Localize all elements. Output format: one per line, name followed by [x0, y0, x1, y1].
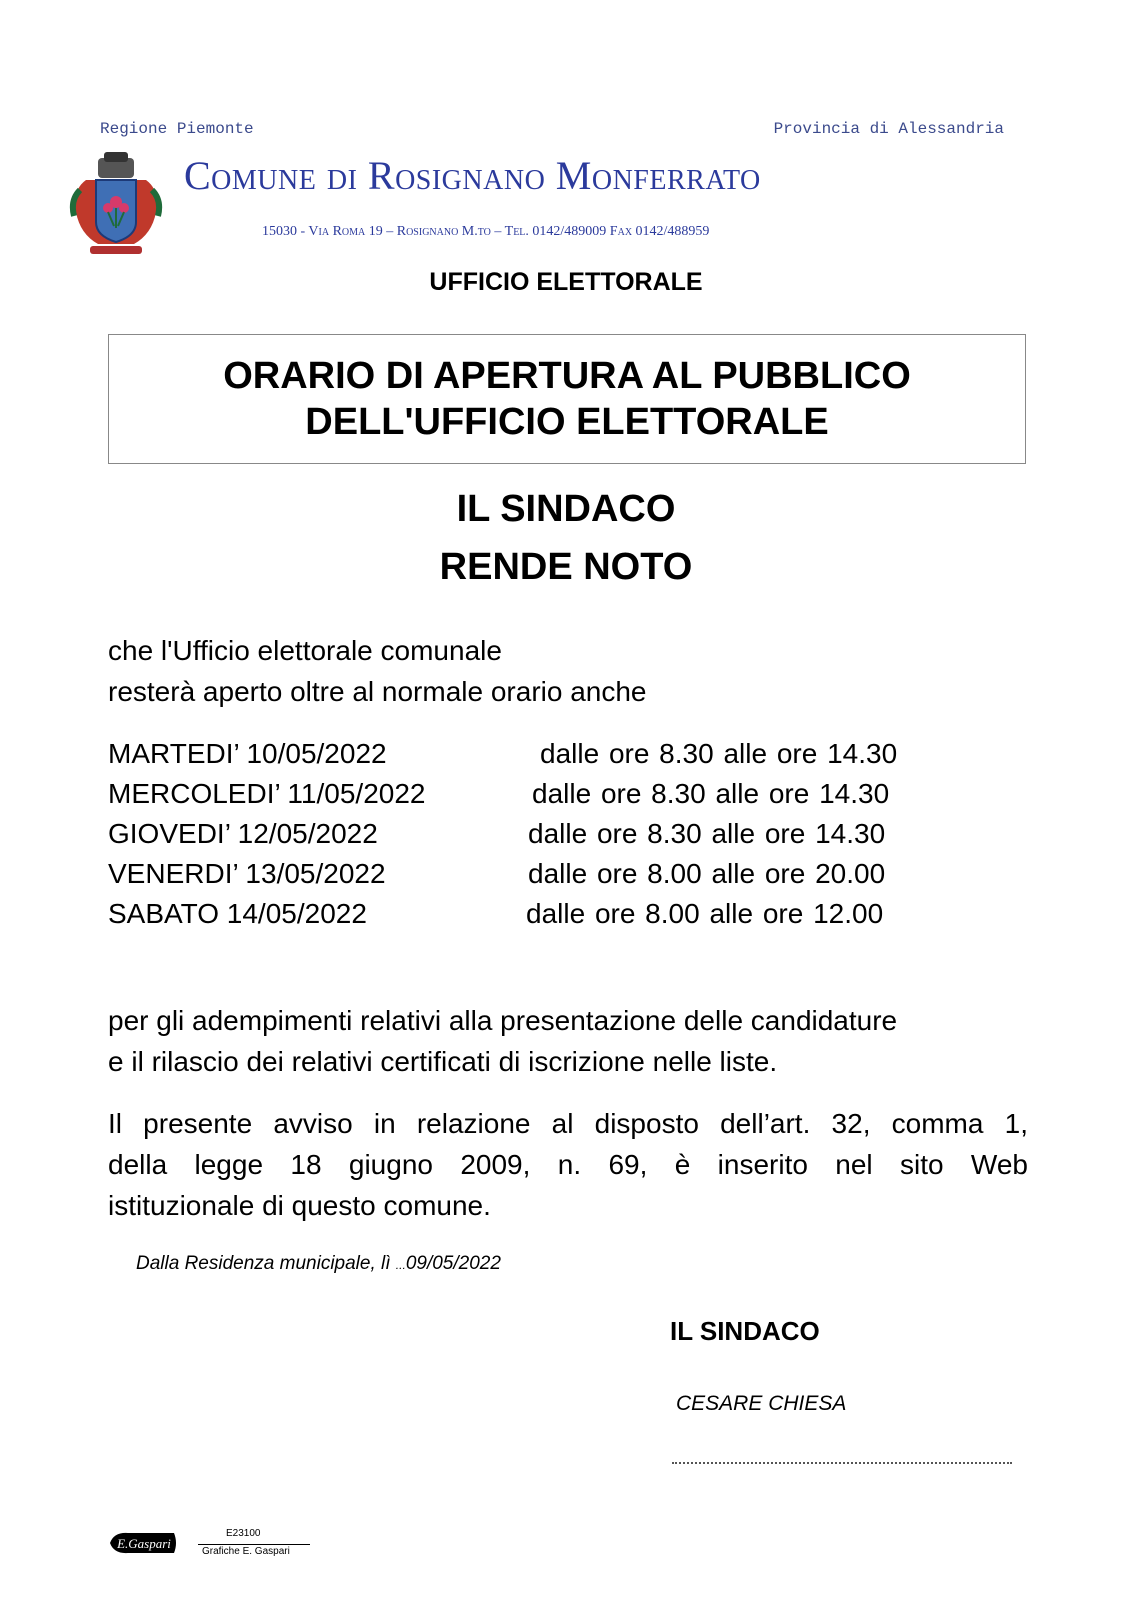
province-label: Provincia di Alessandria [773, 120, 1004, 138]
schedule-day: GIOVEDI’ 12/05/2022 [108, 818, 378, 849]
notice-line-2: della legge 18 giugno 2009, n. 69, è inserito nel sito Web [108, 1149, 1028, 1180]
notice-line-1: Il presente avviso in relazione al disposto dell’art. 32, comma 1, [108, 1108, 1028, 1139]
schedule-row [108, 898, 1008, 939]
signature-title: IL SINDACO [670, 1316, 820, 1346]
announcement-line-2: RENDE NOTO [439, 546, 693, 588]
signature-name: CESARE CHIESA [676, 1392, 847, 1415]
notice-line-3: istituzionale di questo comune. [108, 1190, 491, 1221]
printer-logo-text: E.Gaspari [117, 1536, 171, 1551]
printer-code: E23100 [226, 1528, 261, 1539]
printer-name: Grafiche E. Gaspari [202, 1546, 290, 1557]
schedule-hours: dalle ore 8.30 alle ore 14.30 [532, 778, 890, 809]
title-box [108, 334, 1026, 464]
place-dots: ... [395, 1258, 406, 1272]
intro-line-1: che l'Ufficio elettorale comunale [108, 635, 502, 666]
place-date [136, 1253, 501, 1275]
office-heading: UFFICIO ELETTORALE [429, 268, 703, 296]
coat-of-arms-icon [68, 150, 164, 260]
schedule-hours: dalle ore 8.30 alle ore 14.30 [528, 818, 886, 849]
schedule-row [108, 818, 1008, 859]
schedule-row [108, 858, 1008, 899]
intro-text [108, 630, 647, 712]
comune-title: Comune di Rosignano Monferrato [184, 153, 761, 198]
purpose-text [108, 1000, 1028, 1082]
title-line-2: DELL'UFFICIO ELETTORALE [305, 401, 829, 443]
intro-line-2: resterà aperto oltre al normale orario anche [108, 676, 647, 707]
place-text: Dalla Residenza municipale, lì [136, 1253, 396, 1274]
schedule-day: SABATO 14/05/2022 [108, 898, 367, 929]
purpose-line-2: e il rilascio dei relativi certificati di iscrizione nelle liste. [108, 1046, 778, 1077]
schedule-hours: dalle ore 8.30 alle ore 14.30 [540, 738, 898, 769]
signature-line [672, 1452, 1012, 1464]
schedule-row [108, 778, 1008, 819]
schedule-hours: dalle ore 8.00 alle ore 12.00 [526, 898, 884, 929]
comune-address: 15030 - Via Roma 19 – Rosignano M.to – Tel. 0142/489009 Fax 0142/488959 [262, 224, 710, 239]
notice-text [108, 1103, 1028, 1226]
purpose-line-1: per gli adempimenti relativi alla presentazione delle candidature [108, 1005, 898, 1036]
schedule-day: MERCOLEDI’ 11/05/2022 [108, 778, 426, 809]
schedule-hours: dalle ore 8.00 alle ore 20.00 [528, 858, 886, 889]
title-line-1: ORARIO DI APERTURA AL PUBBLICO [223, 355, 911, 397]
printer-divider [198, 1544, 310, 1545]
schedule-row [108, 738, 1008, 779]
place-date-value: 09/05/2022 [405, 1253, 501, 1274]
printer-logo-icon [108, 1530, 178, 1556]
announcement-line-1: IL SINDACO [456, 488, 676, 530]
region-label: Regione Piemonte [100, 120, 254, 138]
schedule-day: VENERDI’ 13/05/2022 [108, 858, 386, 889]
schedule-day: MARTEDI’ 10/05/2022 [108, 738, 387, 769]
